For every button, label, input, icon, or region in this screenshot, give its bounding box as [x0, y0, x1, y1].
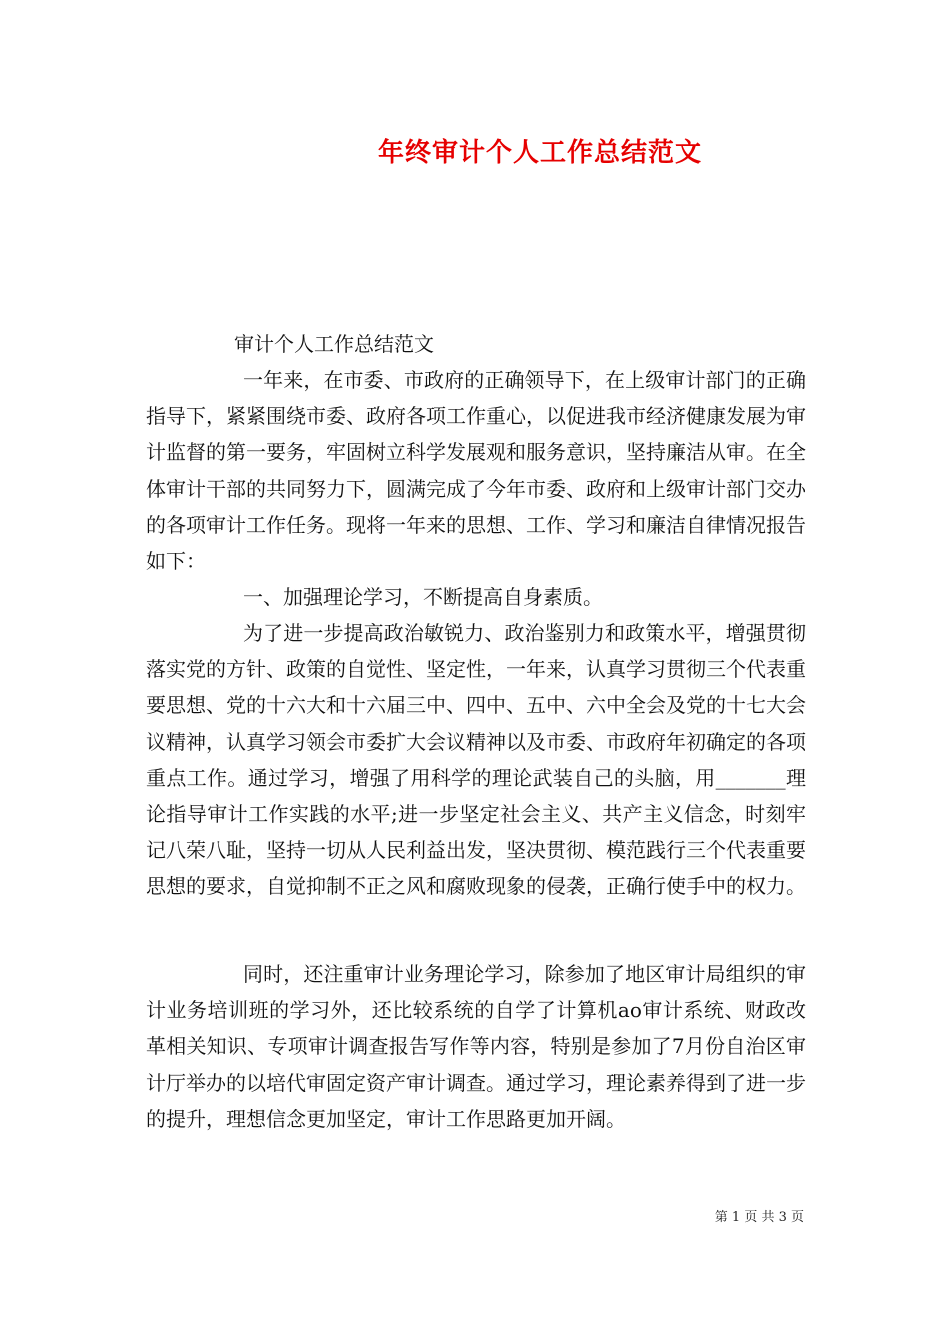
- document-title: 年终审计个人工作总结范文: [377, 138, 702, 168]
- section-heading-1: 一、加强理论学习，不断提高自身素质。: [243, 585, 603, 609]
- paragraph-intro: 一年来，在市委、市政府的正确领导下，在上级审计部门的正确指导下，紧紧围绕市委、政府各项工作重心，以促进我市经济健康发展为审计监督的第一要务，牢固树立科学发展观和服务意识，坚持廉洁从审。在全体审计干部的共同努力下，圆满完成了今年市委、政府和上级审计部门交办的各项审计工作任务。现将一年来的思想、工作、学习和廉洁自律情况报告如下：: [146, 368, 806, 574]
- page-number: 第 1 页 共 3 页: [714, 1210, 804, 1225]
- document-subtitle: 审计个人工作总结范文: [234, 332, 434, 356]
- paragraph-theory-study: 为了进一步提高政治敏锐力、政治鉴别力和政策水平，增强贯彻落实党的方针、政策的自觉性、坚定性，一年来，认真学习贯彻三个代表重要思想、党的十六大和十六届三中、四中、五中、六中全会及党的十七大会议精神，认真学习领会市委扩大会议精神以及市委、市政府年初确定的各项重点工作。通过学习，增强了用科学的理论武装自己的头脑，用_______理论指导审计工作实践的水平;进一步坚定社会主义、共产主义信念，时刻牢记八荣八耻，坚持一切从人民利益出发，坚决贯彻、模范践行三个代表重要思想的要求，自觉抑制不正之风和腐败现象的侵袭，正确行使手中的权力。: [146, 621, 806, 899]
- paragraph-business-study: 同时，还注重审计业务理论学习，除参加了地区审计局组织的审计业务培训班的学习外，还比较系统的自学了计算机ao审计系统、财政改革相关知识、专项审计调查报告写作等内容，特别是参加了7月份自治区审计厅举办的以培代审固定资产审计调查。通过学习，理论素养得到了进一步的提升，理想信念更加坚定，审计工作思路更加开阔。: [146, 962, 806, 1131]
